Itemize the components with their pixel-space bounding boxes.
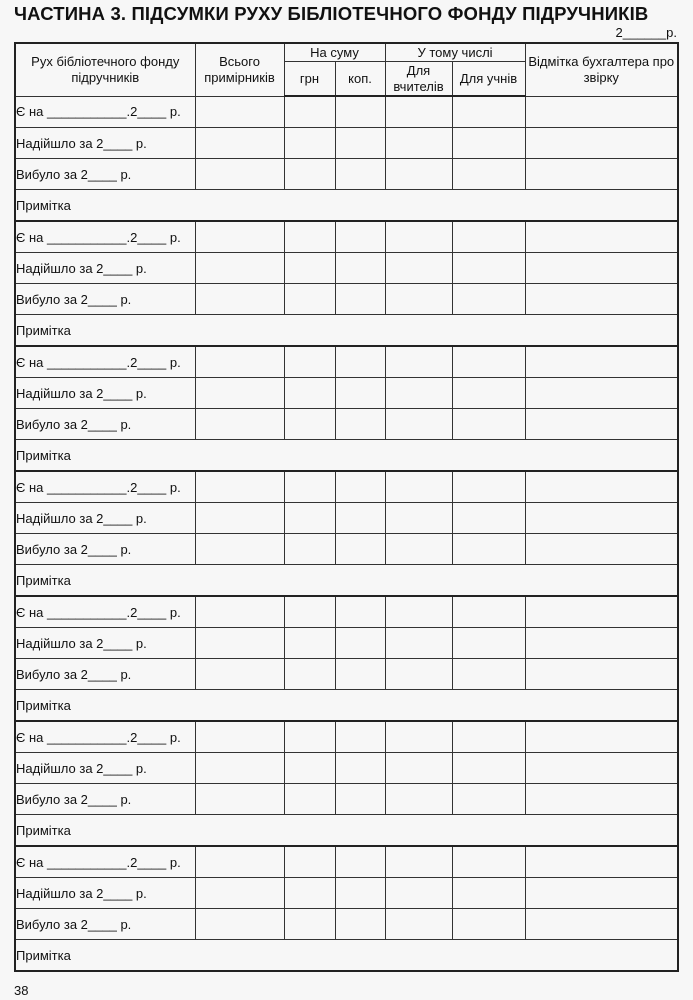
ledger-table (14, 42, 679, 972)
empty-cell (335, 284, 385, 315)
row-balance (15, 721, 678, 753)
empty-cell (335, 909, 385, 940)
empty-cell (452, 596, 525, 628)
empty-cell (525, 534, 678, 565)
empty-cell (385, 503, 452, 534)
row-note (15, 940, 678, 972)
empty-cell (284, 753, 335, 784)
empty-cell (452, 221, 525, 253)
empty-cell (452, 534, 525, 565)
empty-cell (385, 753, 452, 784)
empty-cell (335, 221, 385, 253)
empty-cell (284, 253, 335, 284)
row-balance (15, 596, 678, 628)
empty-cell (385, 534, 452, 565)
empty-cell (525, 128, 678, 159)
empty-cell (385, 409, 452, 440)
header-sum: На суму (284, 43, 385, 62)
empty-cell (525, 784, 678, 815)
empty-cell (385, 128, 452, 159)
empty-cell (284, 128, 335, 159)
empty-cell (335, 846, 385, 878)
row-note (15, 815, 678, 847)
empty-cell (525, 628, 678, 659)
empty-cell (284, 721, 335, 753)
row-removed-label: Вибуло за 2____ р. (15, 784, 195, 815)
row-removed (15, 909, 678, 940)
empty-cell (195, 378, 284, 409)
empty-cell (385, 284, 452, 315)
empty-cell (195, 346, 284, 378)
empty-cell (284, 846, 335, 878)
row-note (15, 440, 678, 472)
empty-cell (452, 846, 525, 878)
row-note (15, 315, 678, 347)
empty-cell (195, 503, 284, 534)
date-line: 2______р. (615, 25, 677, 40)
empty-cell (452, 659, 525, 690)
row-removed-label: Вибуло за 2____ р. (15, 159, 195, 190)
empty-cell (452, 721, 525, 753)
page-number: 38 (14, 983, 29, 998)
row-removed-label: Вибуло за 2____ р. (15, 534, 195, 565)
row-balance-label: Є на ___________.2____ р. (15, 221, 195, 253)
empty-cell (525, 753, 678, 784)
empty-cell (195, 721, 284, 753)
row-balance-label: Є на ___________.2____ р. (15, 846, 195, 878)
empty-cell (195, 159, 284, 190)
empty-cell (335, 503, 385, 534)
empty-cell (195, 534, 284, 565)
row-received (15, 128, 678, 159)
empty-cell (335, 159, 385, 190)
empty-cell (284, 596, 335, 628)
row-balance (15, 221, 678, 253)
empty-cell (452, 159, 525, 190)
empty-cell (525, 221, 678, 253)
row-balance-label: Є на ___________.2____ р. (15, 596, 195, 628)
header-students: Для учнів (452, 62, 525, 97)
empty-cell (452, 284, 525, 315)
empty-cell (195, 221, 284, 253)
empty-cell (385, 96, 452, 128)
page-title: ЧАСТИНА 3. ПІДСУМКИ РУХУ БІБЛІОТЕЧНОГО ФОНДУ ПІДРУЧНИКІВ (14, 3, 649, 24)
row-received-label: Надійшло за 2____ р. (15, 753, 195, 784)
empty-cell (195, 753, 284, 784)
empty-cell (385, 378, 452, 409)
empty-cell (335, 253, 385, 284)
empty-cell (385, 221, 452, 253)
row-removed-label: Вибуло за 2____ р. (15, 659, 195, 690)
empty-cell (335, 346, 385, 378)
empty-cell (385, 159, 452, 190)
header-teachers: Для вчителів (385, 62, 452, 97)
empty-cell (195, 878, 284, 909)
row-received-label: Надійшло за 2____ р. (15, 878, 195, 909)
empty-cell (452, 753, 525, 784)
empty-cell (284, 284, 335, 315)
row-balance-label: Є на ___________.2____ р. (15, 96, 195, 128)
empty-cell (452, 378, 525, 409)
row-note-label: Примітка (15, 815, 678, 847)
row-removed-label: Вибуло за 2____ р. (15, 409, 195, 440)
empty-cell (452, 784, 525, 815)
empty-cell (195, 253, 284, 284)
empty-cell (284, 346, 335, 378)
empty-cell (335, 784, 385, 815)
empty-cell (525, 159, 678, 190)
row-balance-label: Є на ___________.2____ р. (15, 471, 195, 503)
header-accountant: Відмітка бухгалтера про звірку (525, 43, 678, 96)
empty-cell (335, 471, 385, 503)
empty-cell (452, 471, 525, 503)
empty-cell (335, 721, 385, 753)
header-kop: коп. (335, 62, 385, 97)
empty-cell (525, 409, 678, 440)
empty-cell (284, 409, 335, 440)
empty-cell (195, 96, 284, 128)
empty-cell (284, 878, 335, 909)
empty-cell (452, 346, 525, 378)
empty-cell (284, 659, 335, 690)
empty-cell (525, 659, 678, 690)
row-note (15, 565, 678, 597)
empty-cell (195, 909, 284, 940)
empty-cell (385, 253, 452, 284)
empty-cell (452, 878, 525, 909)
row-balance-label: Є на ___________.2____ р. (15, 346, 195, 378)
row-note-label: Примітка (15, 565, 678, 597)
empty-cell (525, 721, 678, 753)
empty-cell (525, 378, 678, 409)
row-note-label: Примітка (15, 190, 678, 222)
empty-cell (195, 471, 284, 503)
empty-cell (284, 221, 335, 253)
empty-cell (195, 659, 284, 690)
header-uah: грн (284, 62, 335, 97)
empty-cell (452, 503, 525, 534)
empty-cell (452, 128, 525, 159)
empty-cell (284, 159, 335, 190)
empty-cell (385, 784, 452, 815)
empty-cell (335, 628, 385, 659)
empty-cell (335, 409, 385, 440)
empty-cell (335, 659, 385, 690)
empty-cell (525, 471, 678, 503)
row-received (15, 753, 678, 784)
ledger-body (15, 96, 678, 971)
empty-cell (385, 878, 452, 909)
empty-cell (385, 471, 452, 503)
row-removed (15, 784, 678, 815)
empty-cell (525, 96, 678, 128)
empty-cell (452, 409, 525, 440)
empty-cell (385, 659, 452, 690)
empty-cell (335, 378, 385, 409)
row-removed (15, 659, 678, 690)
empty-cell (385, 721, 452, 753)
empty-cell (525, 846, 678, 878)
empty-cell (195, 596, 284, 628)
row-received-label: Надійшло за 2____ р. (15, 378, 195, 409)
row-received-label: Надійшло за 2____ р. (15, 503, 195, 534)
row-received-label: Надійшло за 2____ р. (15, 628, 195, 659)
empty-cell (335, 878, 385, 909)
empty-cell (525, 909, 678, 940)
empty-cell (195, 284, 284, 315)
row-removed-label: Вибуло за 2____ р. (15, 284, 195, 315)
empty-cell (335, 128, 385, 159)
row-balance (15, 471, 678, 503)
empty-cell (284, 784, 335, 815)
row-removed-label: Вибуло за 2____ р. (15, 909, 195, 940)
empty-cell (525, 503, 678, 534)
empty-cell (525, 253, 678, 284)
row-received (15, 253, 678, 284)
empty-cell (335, 753, 385, 784)
empty-cell (385, 909, 452, 940)
row-removed (15, 534, 678, 565)
row-note (15, 190, 678, 222)
row-note-label: Примітка (15, 940, 678, 972)
empty-cell (385, 596, 452, 628)
empty-cell (452, 628, 525, 659)
row-note-label: Примітка (15, 690, 678, 722)
empty-cell (335, 96, 385, 128)
empty-cell (195, 409, 284, 440)
row-received-label: Надійшло за 2____ р. (15, 128, 195, 159)
empty-cell (452, 96, 525, 128)
row-balance (15, 846, 678, 878)
empty-cell (284, 96, 335, 128)
empty-cell (525, 284, 678, 315)
empty-cell (195, 128, 284, 159)
row-note-label: Примітка (15, 315, 678, 347)
header-total: Всього примірників (195, 43, 284, 96)
row-balance-label: Є на ___________.2____ р. (15, 721, 195, 753)
row-balance (15, 346, 678, 378)
empty-cell (385, 846, 452, 878)
row-note-label: Примітка (15, 440, 678, 472)
row-received-label: Надійшло за 2____ р. (15, 253, 195, 284)
empty-cell (452, 253, 525, 284)
header-including: У тому числі (385, 43, 525, 62)
empty-cell (284, 628, 335, 659)
row-received (15, 628, 678, 659)
header-movement: Рух бібліотечного фонду підручників (15, 43, 195, 96)
empty-cell (195, 846, 284, 878)
row-received (15, 378, 678, 409)
empty-cell (284, 534, 335, 565)
empty-cell (284, 471, 335, 503)
empty-cell (335, 534, 385, 565)
row-received (15, 503, 678, 534)
empty-cell (525, 346, 678, 378)
empty-cell (385, 346, 452, 378)
row-removed (15, 159, 678, 190)
row-note (15, 690, 678, 722)
row-removed (15, 409, 678, 440)
row-removed (15, 284, 678, 315)
empty-cell (452, 909, 525, 940)
empty-cell (195, 628, 284, 659)
empty-cell (284, 503, 335, 534)
empty-cell (525, 878, 678, 909)
empty-cell (284, 909, 335, 940)
empty-cell (195, 784, 284, 815)
empty-cell (284, 378, 335, 409)
empty-cell (525, 596, 678, 628)
empty-cell (335, 596, 385, 628)
row-balance (15, 96, 678, 128)
row-received (15, 878, 678, 909)
empty-cell (385, 628, 452, 659)
